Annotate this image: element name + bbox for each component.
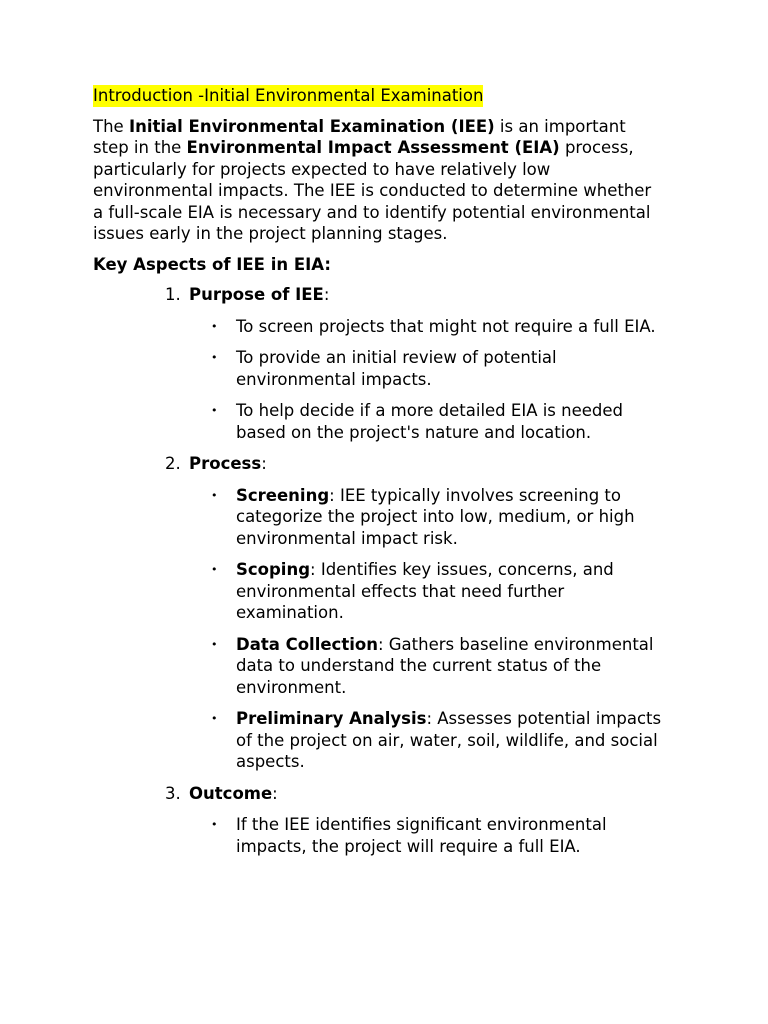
bullet-bold: Data Collection xyxy=(236,634,378,654)
bullet-icon: • xyxy=(211,637,218,651)
bullet-text: : Identifies key issues, concerns, and environmental effects that need further examination. xyxy=(236,560,614,622)
bullet-text: : Assesses potential impacts of the project on air, water, soil, wildlife, and social aspects. xyxy=(236,709,662,771)
bullet-text: : Gathers baseline environmental data to understand the current status of the environment. xyxy=(236,634,654,697)
bullet-text: : IEE typically involves screening to categorize the project into low, medium, or high environmental impact risk. xyxy=(236,485,635,548)
bullet-text: To help decide if a more detailed EIA is needed based on the project's nature and location. xyxy=(236,401,624,442)
section-colon: : xyxy=(272,783,278,803)
bullet-icon: • xyxy=(211,319,218,333)
intro-bold-iee: Initial Environmental Examination (IEE) xyxy=(128,116,495,136)
bullet-icon: • xyxy=(211,351,218,364)
bullet-list xyxy=(189,814,693,857)
intro-text-3: process, particularly for projects expected to have relatively low environmental impacts. The IEE is conducted to determine whether a full-scale EIA is necessary and to identify potential environmental issues early in the project planning stages. xyxy=(93,138,652,243)
intro-text-1: The xyxy=(93,116,129,136)
bullet-list xyxy=(189,316,693,444)
bullet-icon: • xyxy=(211,404,218,417)
section-outcome xyxy=(93,783,693,858)
key-aspects-heading: Key Aspects of IEE in EIA: xyxy=(93,254,331,274)
list-item xyxy=(189,634,676,699)
document-title: Introduction -Initial Environmental Examination xyxy=(93,86,484,105)
section-number: 1. xyxy=(165,285,181,304)
section-process xyxy=(93,453,693,773)
list-item xyxy=(189,400,676,443)
bullet-text: To provide an initial review of potential environmental impacts. xyxy=(236,348,557,389)
title-wrap xyxy=(93,85,693,107)
bullet-bold: Screening xyxy=(236,485,330,505)
section-title-bold: Process xyxy=(189,454,262,473)
bullet-bold: Scoping xyxy=(236,560,311,579)
section-title-bold: Purpose of IEE xyxy=(189,285,324,304)
section-colon: : xyxy=(323,285,330,304)
bullet-icon: • xyxy=(211,712,218,725)
sections-list xyxy=(93,284,693,857)
intro-bold-eia: Environmental Impact Assessment (EIA) xyxy=(186,138,560,157)
section-title xyxy=(189,285,329,304)
intro-text-2: is an important step in the xyxy=(93,116,626,157)
bullet-text: To screen projects that might not require a full EIA. xyxy=(236,316,656,336)
section-number: 2. xyxy=(165,454,181,473)
list-item xyxy=(189,708,676,773)
list-item xyxy=(189,347,676,390)
list-item xyxy=(189,814,676,857)
section-purpose xyxy=(93,284,693,443)
section-number: 3. xyxy=(165,783,181,803)
section-title xyxy=(189,784,278,803)
intro-paragraph xyxy=(93,116,653,245)
list-item xyxy=(189,485,676,550)
bullet-list xyxy=(189,485,693,773)
list-item xyxy=(189,559,676,624)
document-page xyxy=(93,85,693,867)
bullet-icon: • xyxy=(211,818,218,831)
section-title-bold: Outcome xyxy=(189,783,273,803)
section-colon: : xyxy=(261,454,267,473)
list-item xyxy=(189,316,676,338)
bullet-bold: Preliminary Analysis xyxy=(236,709,427,728)
bullet-icon: • xyxy=(211,488,218,502)
section-title xyxy=(189,454,267,473)
bullet-text: If the IEE identifies significant environmental impacts, the project will require a full EIA. xyxy=(236,815,607,856)
bullet-icon: • xyxy=(211,563,218,576)
